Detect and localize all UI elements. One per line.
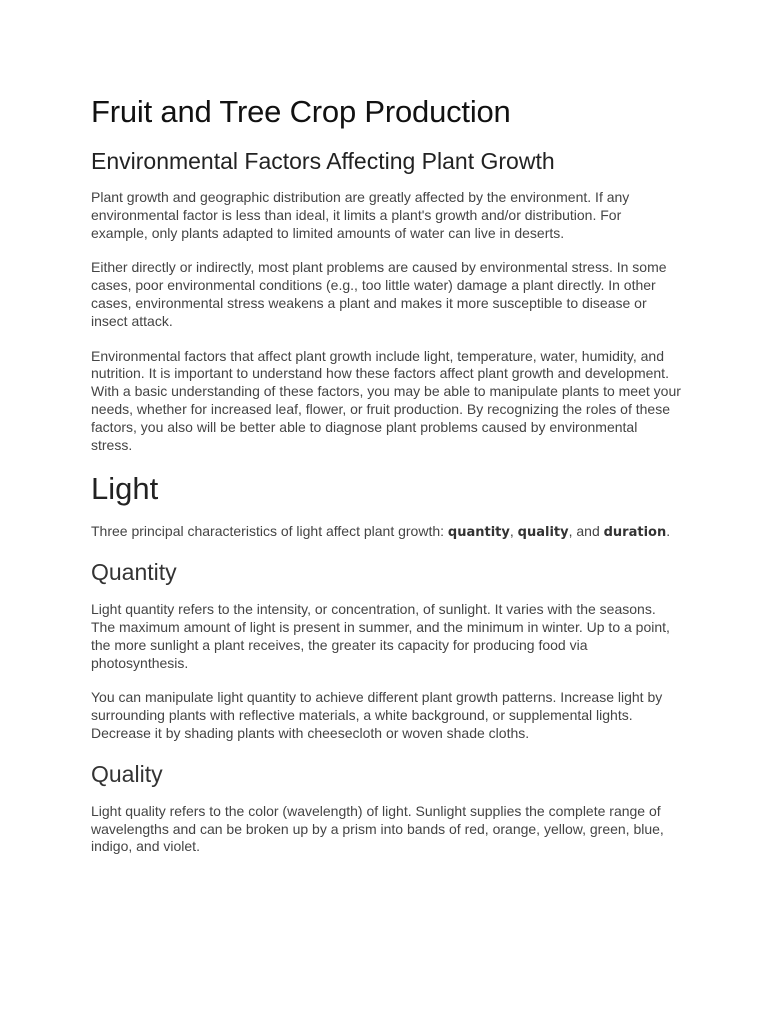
quantity-heading: Quantity: [91, 559, 177, 586]
quantity-paragraph-1: Light quantity refers to the intensity, or concentration, of sunlight. It varies with the seasons. The maximum amount of light is present in summer, and the minimum in winter. Up to a point, the more sunlight a plant receives, the greater its capacity for producing food via photosynthesis.: [91, 601, 670, 671]
light-intro-sep-2: , and: [568, 523, 604, 540]
quality-paragraph-1: Light quality refers to the color (wavelength) of light. Sunlight supplies the complete range of wavelengths and can be broken up by a prism into bands of red, orange, yellow, green, blue, indigo, and violet.: [91, 802, 664, 855]
quantity-paragraph-2: You can manipulate light quantity to achieve different plant growth patterns. Increase light by surrounding plants with reflective materials, a white background, or supplemental lights. Decrease it by shading plants with cheesecloth or woven shade cloths.: [91, 689, 663, 741]
page-subtitle: Environmental Factors Affecting Plant Growth: [91, 148, 555, 174]
light-intro-sep-1: ,: [509, 523, 518, 540]
term-duration: duration: [603, 525, 667, 541]
term-quantity: quantity: [447, 525, 510, 541]
intro-paragraph-2: Either directly or indirectly, most plant problems are caused by environmental stress. In some cases, poor environmental conditions (e.g., too little water) damage a plant directly. In other cases, environmental stress weakens a plant and makes it more susceptible to disease or insect attack.: [91, 259, 667, 329]
page-title: Fruit and Tree Crop Production: [91, 94, 511, 129]
term-quality: quality: [517, 525, 569, 541]
intro-paragraph-1: Plant growth and geographic distribution are greatly affected by the environment. If any environmental factor is less than ideal, it limits a plant's growth and/or distribution. For example, only plants adapted to limited amounts of water can live in deserts.: [91, 189, 630, 241]
light-intro-paragraph: [91, 523, 681, 542]
light-intro-suffix: .: [666, 523, 671, 540]
quality-heading: Quality: [91, 760, 163, 787]
light-heading: Light: [91, 471, 159, 507]
document-page: [91, 92, 681, 873]
light-intro-prefix: Three principal characteristics of light affect plant growth:: [91, 523, 448, 540]
intro-paragraph-3: Environmental factors that affect plant growth include light, temperature, water, humidity, and nutrition. It is important to understand how these factors affect plant growth and development. With a basic understanding of these factors, you may be able to manipulate plants to meet your needs, whether for increased leaf, flower, or fruit production. By recognizing the roles of these factors, you also will be better able to diagnose plant problems caused by environmental stress.: [91, 347, 681, 453]
